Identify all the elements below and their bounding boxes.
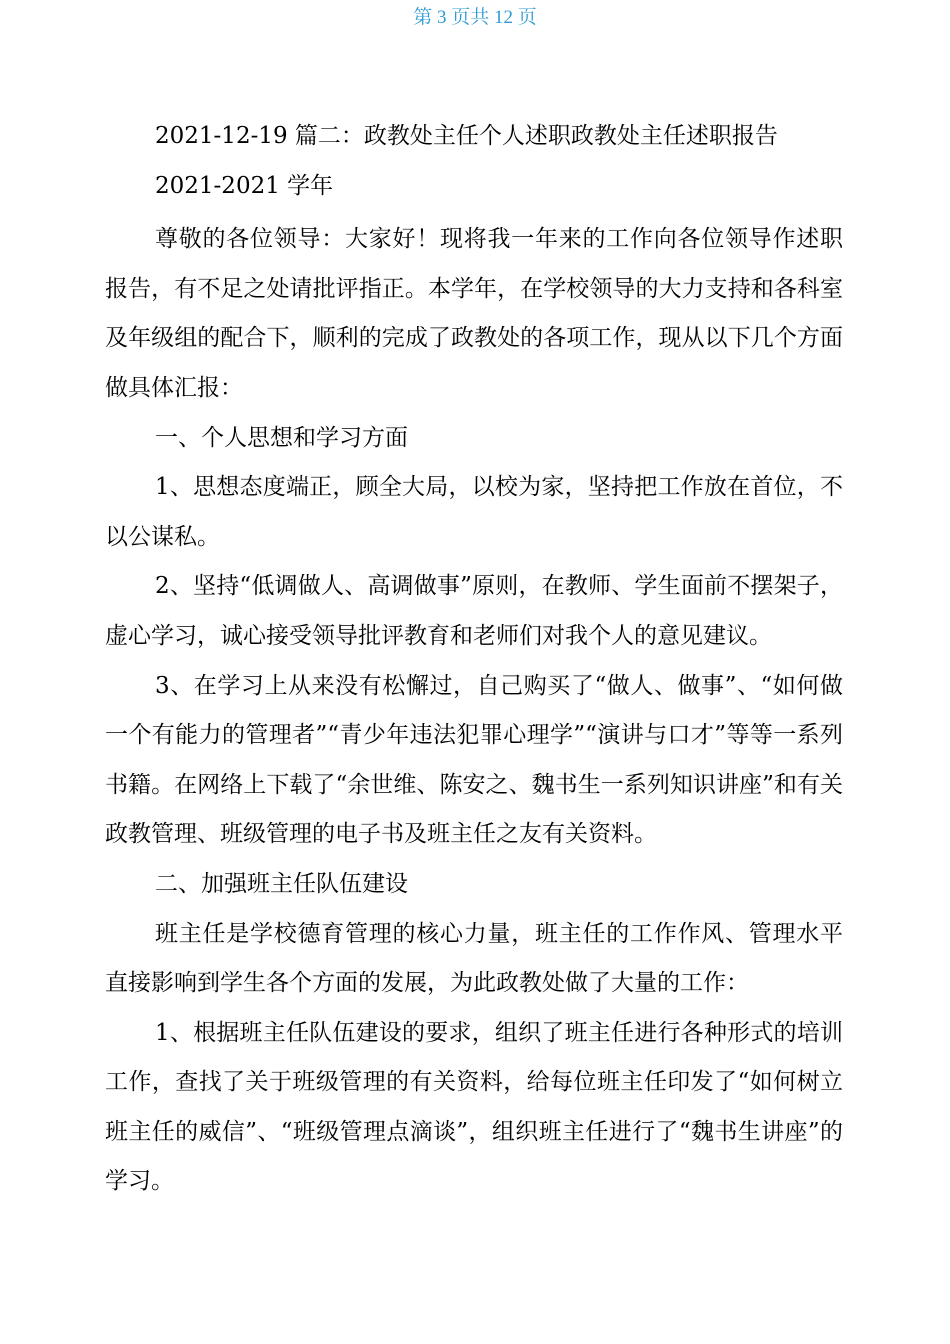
document-heading: 2021-12-19 篇二：政教处主任个人述职政教处主任述职报告 — [155, 123, 778, 149]
paragraph-item-1: 1、思想态度端正，顾全大局，以校为家，坚持把工作放在首位，不以公谋私。 — [105, 474, 843, 550]
section-heading-1: 一、个人思想和学习方面 — [155, 424, 408, 451]
paragraph-item-2: 2、坚持“低调做人、高调做事”原则，在教师、学生面前不摆架子，虚心学习，诚心接受领导批评教育和老师们对我个人的意见建议。 — [105, 573, 843, 649]
paragraph-intro-2: 班主任是学校德育管理的核心力量，班主任的工作作风、管理水平直接影响到学生各个方面的发展，为此政教处做了大量的工作： — [105, 920, 843, 997]
paragraph-greeting: 尊敬的各位领导：大家好！现将我一年来的工作向各位领导作述职报告，有不足之处请批评指正。本学年，在学校领导的大力支持和各科室及年级组的配合下，顺利的完成了政教处的各项工作，现从以下几个方面做具体汇报： — [105, 226, 843, 401]
academic-year-line: 2021-2021 学年 — [155, 172, 334, 199]
paragraph-training: 1、根据班主任队伍建设的要求，组织了班主任进行各种形式的培训工作，查找了关于班级管理的有关资料，给每位班主任印发了“如何树立班主任的威信”、“班级管理点滴谈”，组织班主任进行了“魏书生讲座”的学习。 — [105, 1019, 843, 1195]
paragraph-item-3: 3、在学习上从来没有松懈过，自己购买了“做人、做事”、“如何做一个有能力的管理者”“青少年违法犯罪心理学”“演讲与口才”等等一系列书籍。在网络上下载了“余世维、陈安之、魏书生一系列知识讲座”和有关政教管理、班级管理的电子书及班主任之友有关资料。 — [105, 672, 843, 848]
section-heading-2: 二、加强班主任队伍建设 — [155, 870, 408, 897]
page-number-header: 第 3 页共 12 页 — [413, 7, 537, 28]
document-body — [105, 112, 843, 1207]
